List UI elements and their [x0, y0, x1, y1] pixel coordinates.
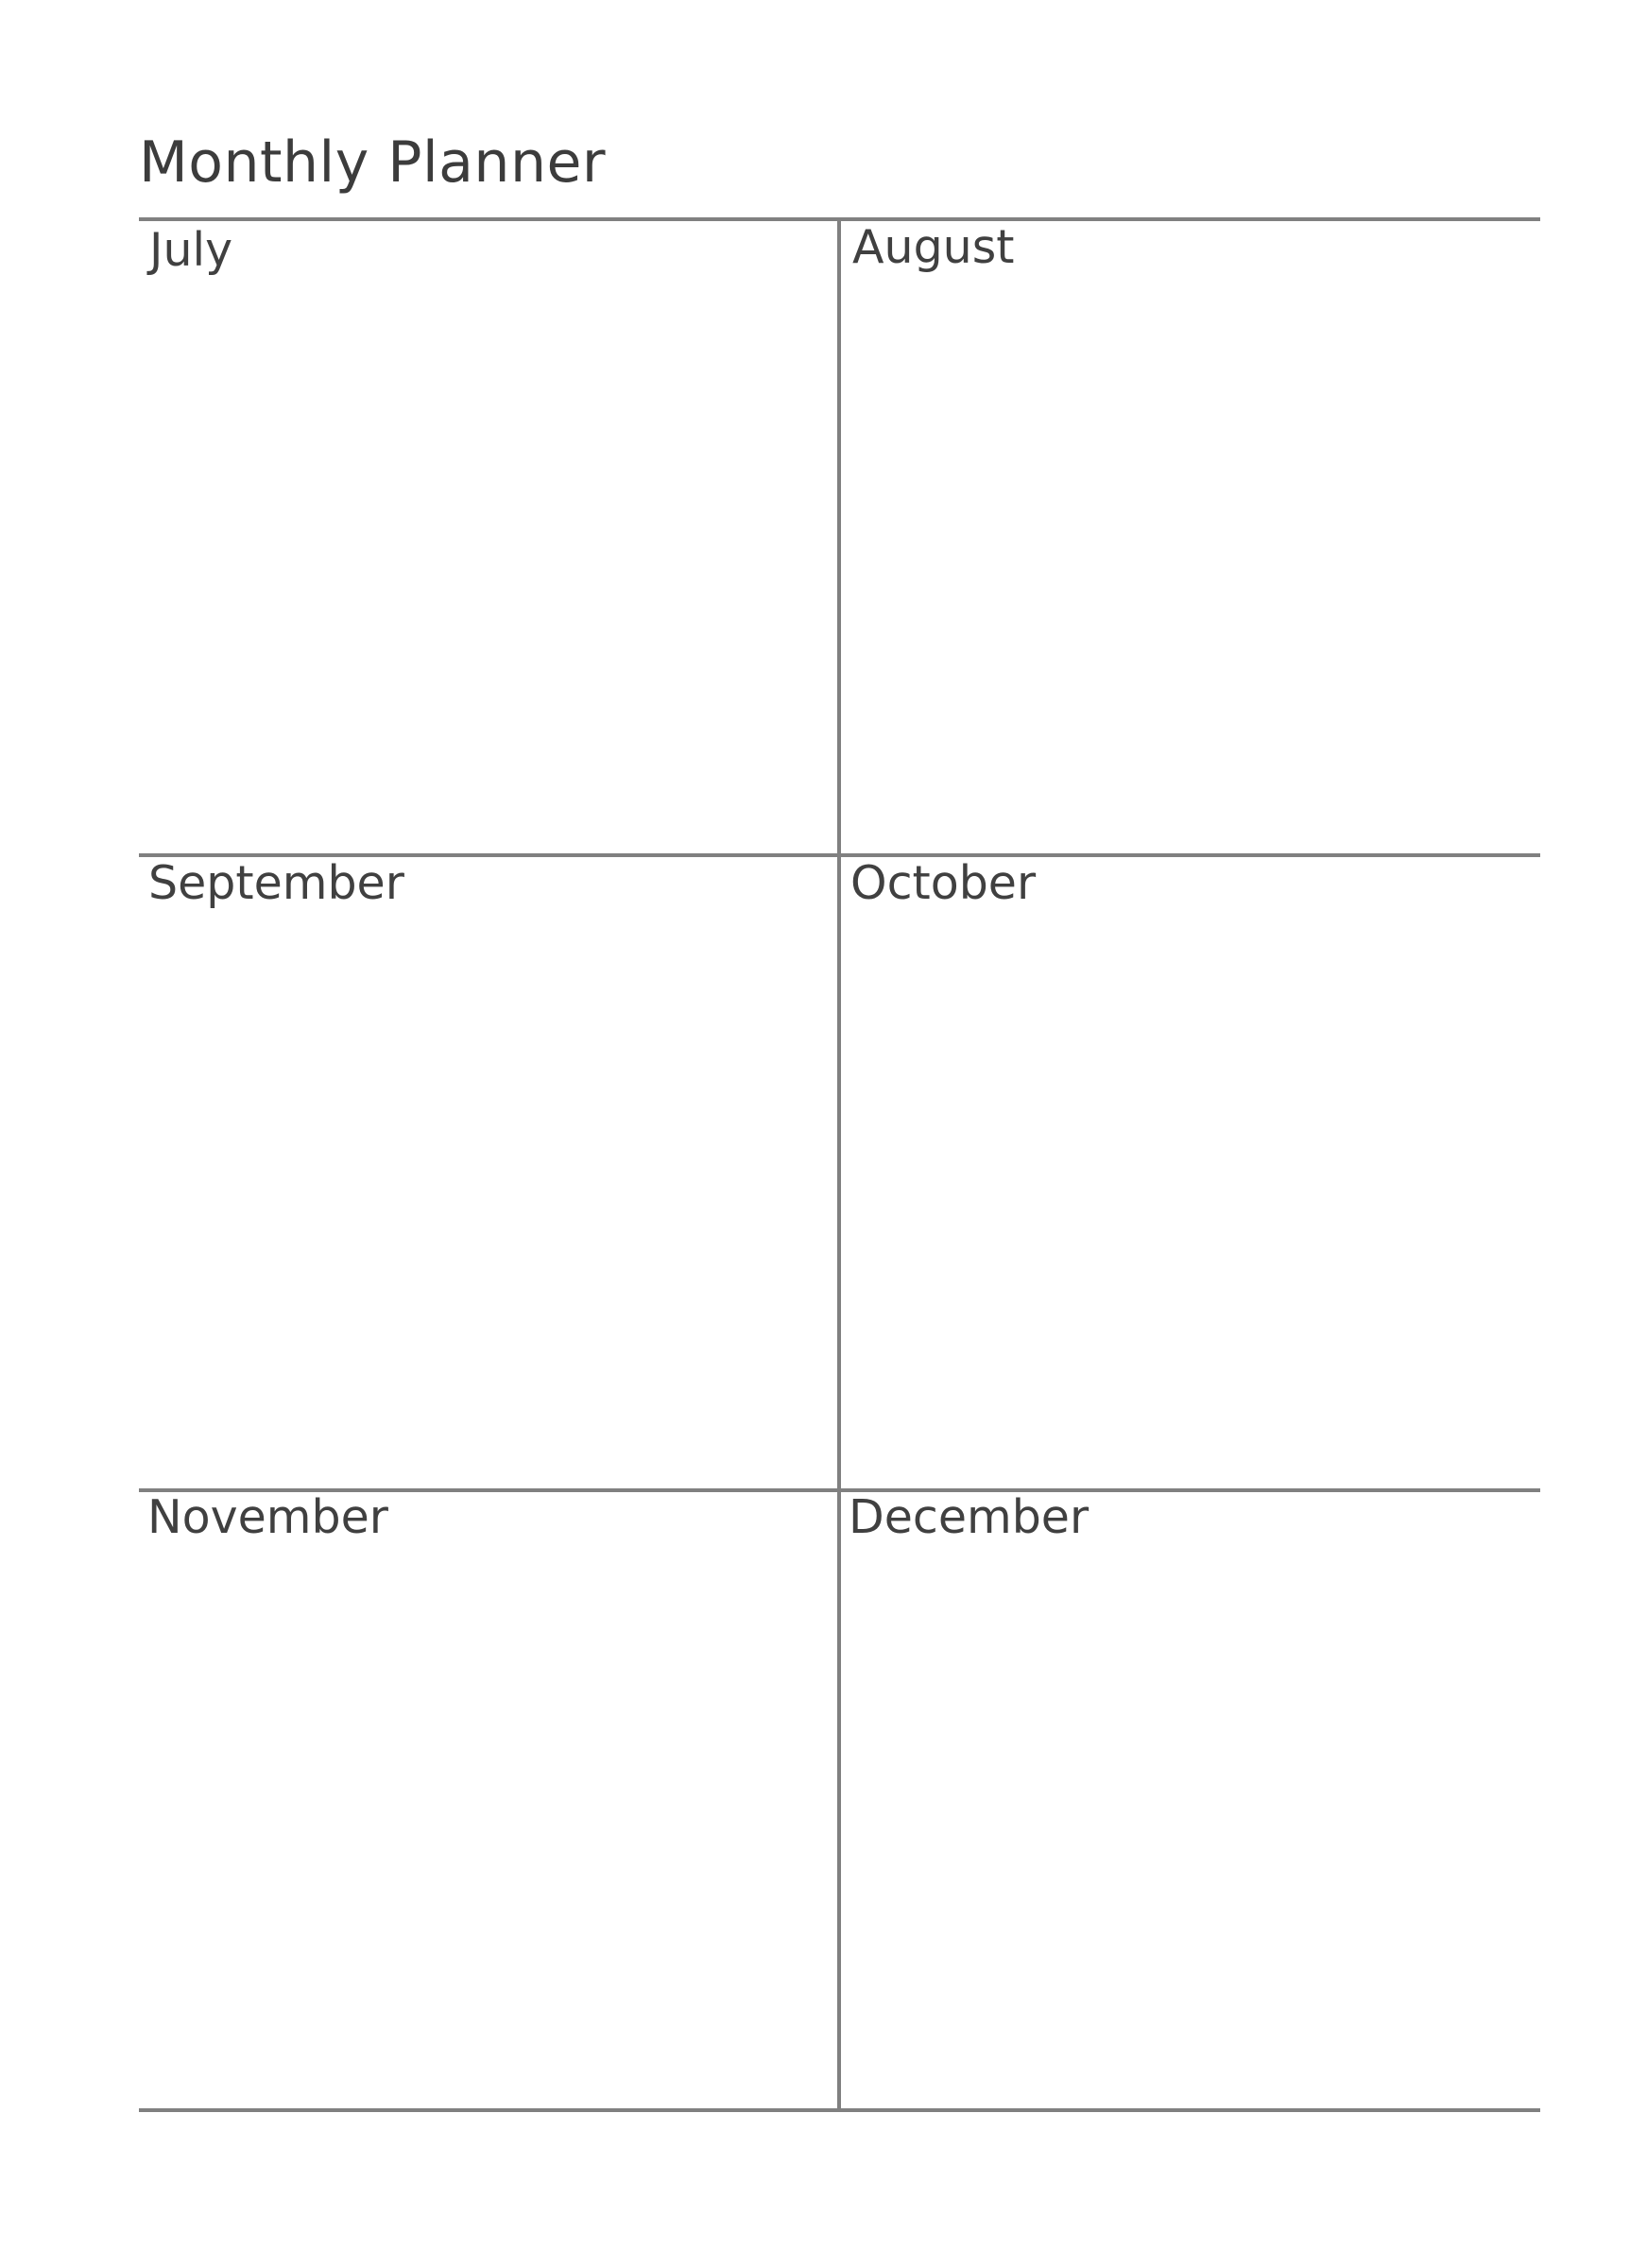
- month-label-july: July: [149, 223, 233, 277]
- month-label-november: November: [147, 1490, 388, 1544]
- month-label-october: October: [850, 856, 1037, 910]
- month-label-december: December: [849, 1490, 1090, 1544]
- month-label-september: September: [148, 856, 404, 910]
- column-divider: [837, 217, 841, 2112]
- page-title: Monthly Planner: [139, 129, 607, 196]
- month-label-august: August: [852, 220, 1015, 274]
